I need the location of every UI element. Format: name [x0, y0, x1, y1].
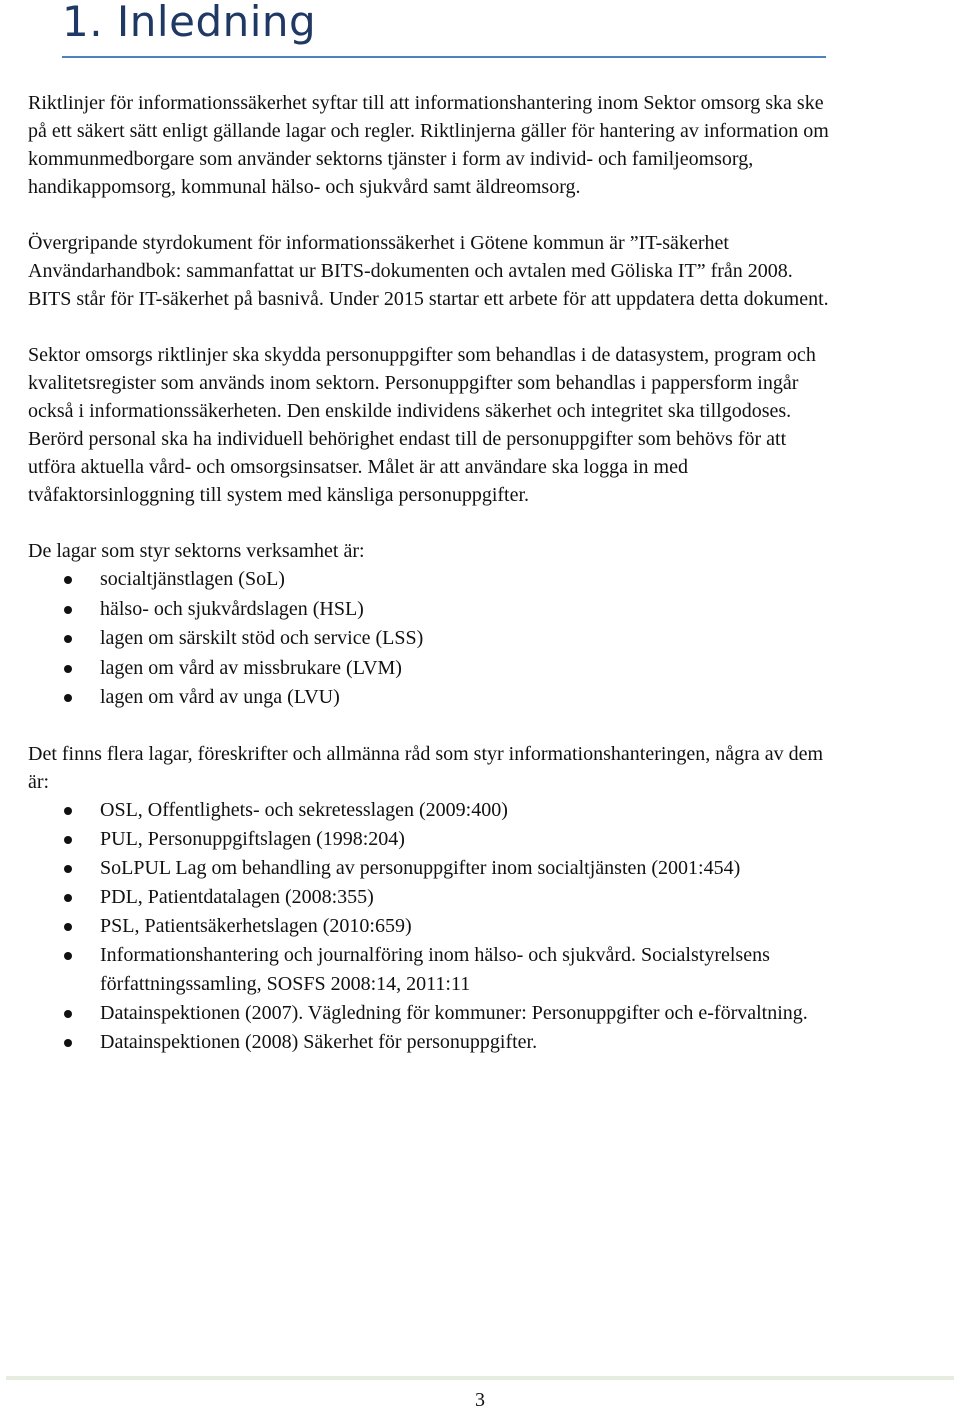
- personal-data-paragraph: Sektor omsorgs riktlinjer ska skydda personuppgifter som behandlas i de datasystem, program och kvalitetsregister som används inom sektorn. Personuppgifter som behandlas i pappersform ingår också i informationssäkerheten. Den enskilde individens säkerhet och integritet ska tillgodoses. Berörd personal ska ha individuell behörighet endast till de personuppgifter som behövs för att utföra aktuella vård- och omsorgsinsatser. Målet är att användare ska logga in med tvåfaktorsinloggning till system med känsliga personuppgifter.: [28, 344, 816, 506]
- bullet-icon: [64, 923, 72, 931]
- bullet-icon: [64, 694, 72, 702]
- list-item-text: PSL, Patientsäkerhetslagen (2010:659): [100, 914, 412, 937]
- list-item-text: lagen om särskilt stöd och service (LSS): [100, 627, 424, 649]
- list-item-text: Informationshantering och journalföring inom hälso- och sjukvård. Socialstyrelsens författningssamling, SOSFS 2008:14, 2011:11: [100, 943, 770, 995]
- list-item: [28, 624, 838, 654]
- regulations-list: [28, 796, 838, 1057]
- list-item: [28, 854, 838, 883]
- bullet-icon: [64, 952, 72, 960]
- list-item: [28, 565, 838, 595]
- laws-intro: De lagar som styr sektorns verksamhet är:: [28, 540, 365, 562]
- list-item-text: PUL, Personuppgiftslagen (1998:204): [100, 827, 405, 850]
- laws-list: [28, 565, 838, 713]
- bullet-icon: [64, 576, 72, 584]
- list-item: [28, 883, 838, 912]
- list-item: [28, 654, 838, 684]
- list-item: [28, 595, 838, 625]
- bullet-icon: [64, 1039, 72, 1047]
- heading-underline: [62, 56, 826, 58]
- page-number: 3: [475, 1389, 485, 1411]
- bullet-icon: [64, 665, 72, 673]
- list-item-text: socialtjänstlagen (SoL): [100, 568, 285, 590]
- bullet-icon: [64, 635, 72, 643]
- bullet-icon: [64, 865, 72, 873]
- section-heading: 1. Inledning: [62, 0, 317, 46]
- bullet-icon: [64, 836, 72, 844]
- list-item: [28, 825, 838, 854]
- list-item: [28, 796, 838, 825]
- list-item: [28, 999, 838, 1028]
- list-item-text: SoLPUL Lag om behandling av personuppgifter inom socialtjänsten (2001:454): [100, 856, 741, 879]
- document-body: [28, 89, 838, 1084]
- list-item-text: OSL, Offentlighets- och sekretesslagen (2009:400): [100, 798, 508, 821]
- bullet-icon: [64, 1010, 72, 1018]
- intro-paragraph: Riktlinjer för informationssäkerhet syftar till att informationshantering inom Sektor omsorg ska ske på ett säkert sätt enligt gällande lagar och regler. Riktlinjerna gäller för hantering av information om kommunmedborgare som använder sektorns tjänster i form av individ- och familjeomsorg, handikappomsorg, kommunal hälso- och sjukvård samt äldreomsorg.: [28, 92, 829, 198]
- bullet-icon: [64, 894, 72, 902]
- list-item-text: hälso- och sjukvårdslagen (HSL): [100, 597, 364, 620]
- list-item: [28, 941, 838, 999]
- list-item-text: lagen om vård av missbrukare (LVM): [100, 656, 402, 679]
- list-item-text: Datainspektionen (2007). Vägledning för kommuner: Personuppgifter och e-förvaltning.: [100, 1001, 808, 1024]
- steering-document-paragraph: Övergripande styrdokument för informationssäkerhet i Götene kommun är ”IT-säkerhet Användarhandbok: sammanfattat ur BITS-dokumenten och avtalen med Göliska IT” från 2008. BITS står för IT-säkerhet på basnivå. Under 2015 startar ett arbete för att uppdatera detta dokument.: [28, 232, 829, 310]
- list-item: [28, 683, 838, 713]
- list-item-text: lagen om vård av unga (LVU): [100, 686, 340, 708]
- bullet-icon: [64, 807, 72, 815]
- footer-divider: [6, 1376, 954, 1380]
- regulations-intro: Det finns flera lagar, föreskrifter och allmänna råd som styr informationshanteringen, några av dem är:: [28, 742, 824, 793]
- bullet-icon: [64, 606, 72, 614]
- list-item-text: PDL, Patientdatalagen (2008:355): [100, 885, 374, 908]
- list-item-text: Datainspektionen (2008) Säkerhet för personuppgifter.: [100, 1030, 538, 1053]
- list-item: [28, 1028, 838, 1057]
- list-item: [28, 912, 838, 941]
